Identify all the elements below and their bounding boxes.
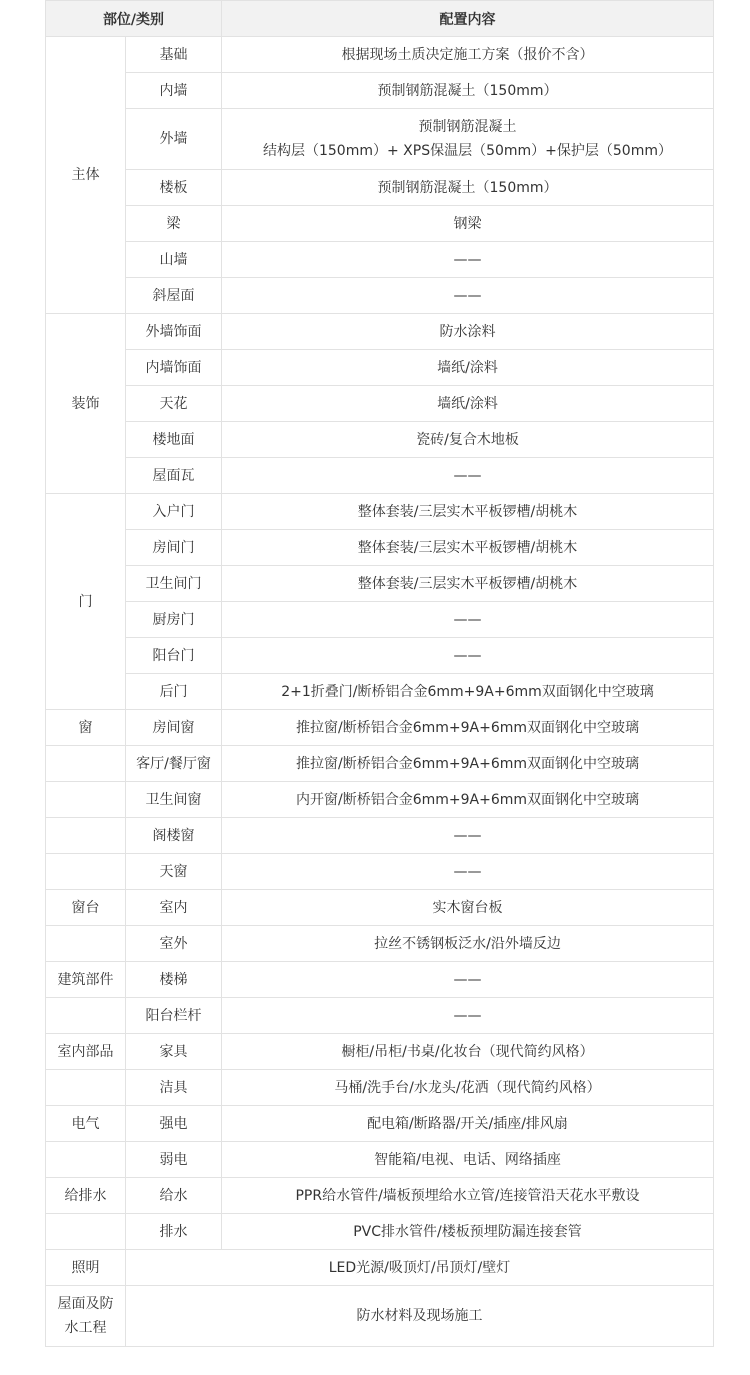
item-cell: 阳台栏杆 — [126, 998, 222, 1034]
group-cell: 室内部品 — [46, 1034, 126, 1070]
group-cell-empty — [46, 1214, 126, 1250]
configuration-table — [45, 0, 714, 1347]
table-row — [46, 170, 714, 206]
content-cell: —— — [222, 638, 714, 674]
content-cell: LED光源/吸顶灯/吊顶灯/壁灯 — [126, 1250, 714, 1286]
item-cell: 山墙 — [126, 242, 222, 278]
header-content: 配置内容 — [222, 1, 714, 37]
content-cell: 智能箱/电视、电话、网络插座 — [222, 1142, 714, 1178]
group-line: 水工程 — [64, 1320, 107, 1336]
table-row — [46, 566, 714, 602]
table-row — [46, 926, 714, 962]
content-cell: 预制钢筋混凝土（150mm） — [222, 73, 714, 109]
table-row — [46, 962, 714, 998]
item-cell: 基础 — [126, 37, 222, 73]
content-cell: 配电箱/断路器/开关/插座/排风扇 — [222, 1106, 714, 1142]
item-cell: 洁具 — [126, 1070, 222, 1106]
content-cell: 实木窗台板 — [222, 890, 714, 926]
table-row — [46, 206, 714, 242]
header-category: 部位/类别 — [46, 1, 222, 37]
group-cell-empty — [46, 998, 126, 1034]
content-cell: 推拉窗/断桥铝合金6mm+9A+6mm双面钢化中空玻璃 — [222, 746, 714, 782]
group-cell: 窗 — [46, 710, 126, 746]
content-cell: 整体套装/三层实木平板锣槽/胡桃木 — [222, 494, 714, 530]
content-cell: 整体套装/三层实木平板锣槽/胡桃木 — [222, 530, 714, 566]
group-cell-empty — [46, 782, 126, 818]
content-cell: 推拉窗/断桥铝合金6mm+9A+6mm双面钢化中空玻璃 — [222, 710, 714, 746]
table-row — [46, 73, 714, 109]
content-cell: PVC排水管件/楼板预埋防漏连接套管 — [222, 1214, 714, 1250]
item-cell: 外墙 — [126, 109, 222, 170]
table-row — [46, 890, 714, 926]
content-cell: —— — [222, 278, 714, 314]
content-cell: —— — [222, 242, 714, 278]
item-cell: 屋面瓦 — [126, 458, 222, 494]
item-cell: 卫生间门 — [126, 566, 222, 602]
table-row — [46, 710, 714, 746]
content-cell — [222, 109, 714, 170]
content-cell: 橱柜/吊柜/书桌/化妆台（现代简约风格） — [222, 1034, 714, 1070]
content-cell: —— — [222, 818, 714, 854]
group-cell: 照明 — [46, 1250, 126, 1286]
table-row — [46, 638, 714, 674]
item-cell: 室内 — [126, 890, 222, 926]
table-row — [46, 1250, 714, 1286]
item-cell: 楼地面 — [126, 422, 222, 458]
content-cell: 墙纸/涂料 — [222, 350, 714, 386]
content-cell: 根据现场土质决定施工方案（报价不含） — [222, 37, 714, 73]
group-cell-empty — [46, 746, 126, 782]
item-cell: 弱电 — [126, 1142, 222, 1178]
item-cell: 卫生间窗 — [126, 782, 222, 818]
content-cell: 拉丝不锈钢板泛水/沿外墙反边 — [222, 926, 714, 962]
table-row — [46, 242, 714, 278]
table-row — [46, 1070, 714, 1106]
content-cell: —— — [222, 854, 714, 890]
table-row — [46, 746, 714, 782]
item-cell: 房间门 — [126, 530, 222, 566]
group-cell-empty — [46, 1070, 126, 1106]
group-cell: 电气 — [46, 1106, 126, 1142]
item-cell: 梁 — [126, 206, 222, 242]
content-cell: —— — [222, 602, 714, 638]
table-row — [46, 530, 714, 566]
item-cell: 阁楼窗 — [126, 818, 222, 854]
group-cell — [46, 1286, 126, 1347]
item-cell: 天花 — [126, 386, 222, 422]
table-row — [46, 674, 714, 710]
table-row — [46, 854, 714, 890]
item-cell: 楼板 — [126, 170, 222, 206]
group-cell: 门 — [46, 494, 126, 710]
group-cell: 窗台 — [46, 890, 126, 926]
table-row — [46, 1142, 714, 1178]
item-cell: 房间窗 — [126, 710, 222, 746]
table-header-row — [46, 1, 714, 37]
table-row — [46, 602, 714, 638]
table-row — [46, 458, 714, 494]
content-cell: —— — [222, 998, 714, 1034]
item-cell: 厨房门 — [126, 602, 222, 638]
table-row — [46, 278, 714, 314]
table-row — [46, 998, 714, 1034]
table-row — [46, 494, 714, 530]
item-cell: 排水 — [126, 1214, 222, 1250]
content-cell: 预制钢筋混凝土（150mm） — [222, 170, 714, 206]
table-row — [46, 782, 714, 818]
content-cell: 整体套装/三层实木平板锣槽/胡桃木 — [222, 566, 714, 602]
table-row — [46, 314, 714, 350]
table-row — [46, 1178, 714, 1214]
item-cell: 后门 — [126, 674, 222, 710]
item-cell: 客厅/餐厅窗 — [126, 746, 222, 782]
group-line: 屋面及防 — [57, 1296, 114, 1312]
content-cell: 钢梁 — [222, 206, 714, 242]
table-row — [46, 1214, 714, 1250]
item-cell: 入户门 — [126, 494, 222, 530]
group-cell-empty — [46, 818, 126, 854]
item-cell: 外墙饰面 — [126, 314, 222, 350]
table-row — [46, 109, 714, 170]
item-cell: 阳台门 — [126, 638, 222, 674]
content-cell: PPR给水管件/墙板预埋给水立管/连接管沿天花水平敷设 — [222, 1178, 714, 1214]
item-cell: 内墙 — [126, 73, 222, 109]
content-cell: 2+1折叠门/断桥铝合金6mm+9A+6mm双面钢化中空玻璃 — [222, 674, 714, 710]
content-cell: —— — [222, 458, 714, 494]
content-cell: 防水材料及现场施工 — [126, 1286, 714, 1347]
content-cell: 防水涂料 — [222, 314, 714, 350]
table-row — [46, 1286, 714, 1347]
table-row — [46, 37, 714, 73]
content-cell: 瓷砖/复合木地板 — [222, 422, 714, 458]
group-cell: 给排水 — [46, 1178, 126, 1214]
item-cell: 强电 — [126, 1106, 222, 1142]
item-cell: 天窗 — [126, 854, 222, 890]
table-row — [46, 386, 714, 422]
group-cell-empty — [46, 926, 126, 962]
content-cell: 墙纸/涂料 — [222, 386, 714, 422]
group-cell-empty — [46, 1142, 126, 1178]
content-line: 结构层（150mm）+ XPS保温层（50mm）+保护层（50mm） — [262, 143, 672, 159]
group-cell: 主体 — [46, 37, 126, 314]
table-row — [46, 818, 714, 854]
item-cell: 楼梯 — [126, 962, 222, 998]
content-cell: 马桶/洗手台/水龙头/花洒（现代简约风格） — [222, 1070, 714, 1106]
table-row — [46, 350, 714, 386]
content-line: 预制钢筋混凝土 — [418, 119, 517, 135]
item-cell: 内墙饰面 — [126, 350, 222, 386]
item-cell: 给水 — [126, 1178, 222, 1214]
group-cell: 建筑部件 — [46, 962, 126, 998]
item-cell: 家具 — [126, 1034, 222, 1070]
group-cell: 装饰 — [46, 314, 126, 494]
table-row — [46, 1034, 714, 1070]
table-row — [46, 1106, 714, 1142]
group-cell-empty — [46, 854, 126, 890]
content-cell: 内开窗/断桥铝合金6mm+9A+6mm双面钢化中空玻璃 — [222, 782, 714, 818]
item-cell: 室外 — [126, 926, 222, 962]
item-cell: 斜屋面 — [126, 278, 222, 314]
content-cell: —— — [222, 962, 714, 998]
table-row — [46, 422, 714, 458]
